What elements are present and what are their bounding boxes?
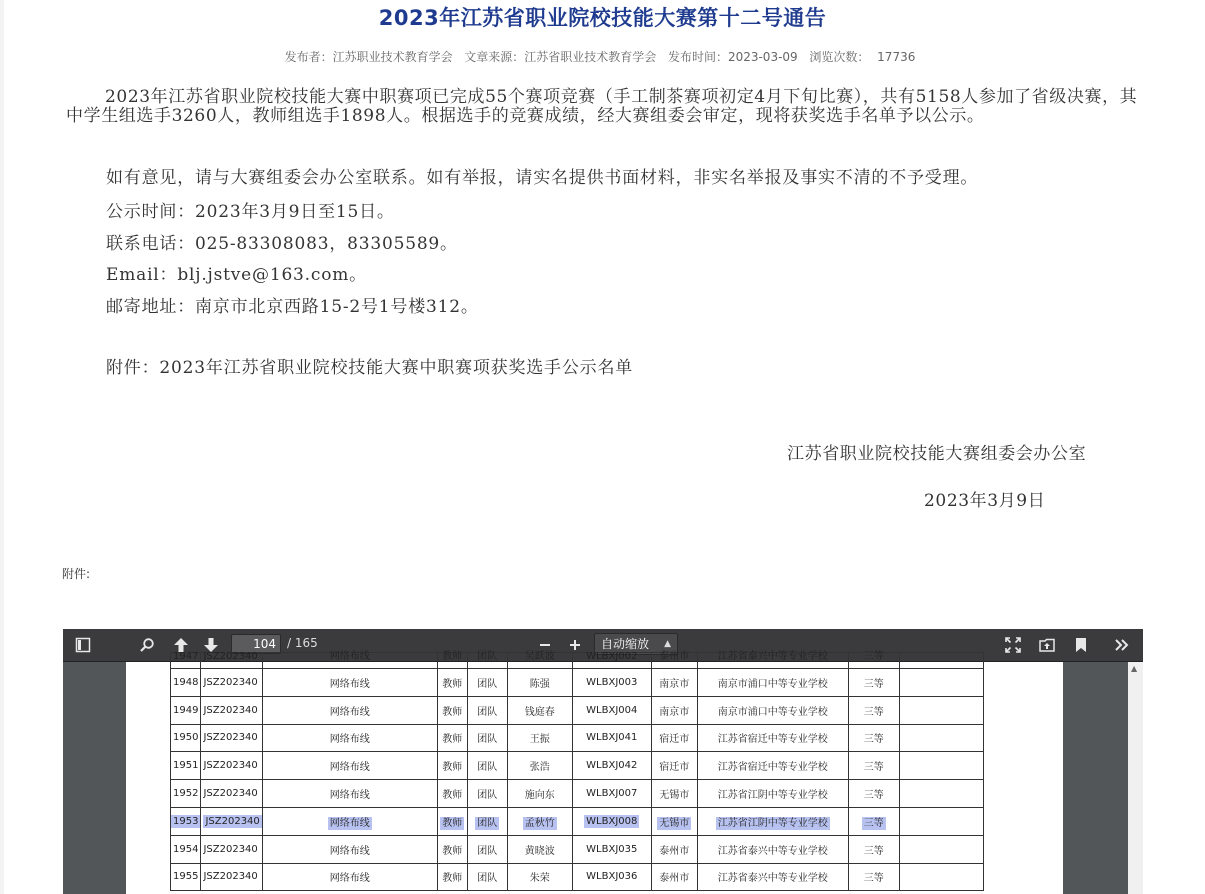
table-cell	[201, 669, 262, 697]
table-cell	[899, 863, 983, 891]
cell-text: 教师	[442, 845, 463, 857]
line-phone: 联系电话：025-83308083，83305589。	[106, 234, 458, 254]
cell-text: 网络布线	[329, 651, 370, 662]
table-cell	[899, 653, 983, 669]
table-cell	[651, 696, 697, 724]
sidebar-toggle-icon[interactable]	[71, 634, 95, 656]
table-cell	[697, 807, 848, 835]
cell-text: 团队	[477, 790, 498, 802]
zoom-value: 自动缩放	[601, 637, 650, 651]
table-cell	[899, 780, 983, 808]
cell-text: 陈强	[529, 678, 550, 690]
cell-text: 网络布线	[329, 762, 370, 774]
table-row	[171, 724, 984, 752]
table-cell	[171, 863, 201, 891]
table-cell	[572, 780, 651, 808]
cell-text: 教师	[442, 678, 463, 690]
table-cell	[697, 835, 848, 863]
table-cell	[437, 807, 467, 835]
table-cell	[651, 724, 697, 752]
cell-text: 宿迁市	[659, 762, 690, 774]
cell-text: 南京市	[659, 678, 690, 690]
table-cell	[697, 653, 848, 669]
signature-org: 江苏省职业院校技能大赛组委会办公室	[787, 444, 1087, 464]
cell-text: WLBXJ042	[586, 760, 638, 772]
cell-text: 三等	[863, 790, 884, 802]
table-cell	[651, 835, 697, 863]
attachment-label: 附件:	[62, 567, 91, 581]
cell-text: 江苏省泰兴中等专业学校	[717, 651, 828, 662]
cell-text: 团队	[477, 734, 498, 746]
table-cell	[467, 752, 507, 780]
table-cell	[572, 863, 651, 891]
cell-text: 孟秋竹	[524, 817, 555, 829]
table-cell	[201, 807, 262, 835]
cell-text: JSZ202340	[203, 676, 258, 688]
signature-date: 2023年3月9日	[924, 491, 1046, 511]
line-email: Email：blj.jstve@163.com。	[106, 265, 367, 285]
table-cell	[507, 669, 572, 697]
cell-text: 吴跃波	[524, 651, 555, 662]
table-cell	[572, 835, 651, 863]
cell-text: 王振	[529, 734, 550, 746]
cell-text: 三等	[863, 817, 884, 829]
table-cell	[201, 724, 262, 752]
page-total: / 165	[287, 636, 318, 650]
table-cell	[262, 807, 437, 835]
cell-text: 泰州市	[659, 651, 690, 662]
scroll-up-icon[interactable]: ▲	[1131, 664, 1138, 673]
cell-text: 网络布线	[329, 706, 370, 718]
table-cell	[467, 696, 507, 724]
awards-table	[170, 652, 984, 891]
table-cell	[507, 653, 572, 669]
table-cell	[262, 752, 437, 780]
table-cell	[848, 835, 899, 863]
table-cell	[171, 669, 201, 697]
table-cell	[899, 724, 983, 752]
table-cell	[467, 780, 507, 808]
cell-text: 三等	[863, 734, 884, 746]
table-cell	[899, 752, 983, 780]
table-cell	[848, 669, 899, 697]
cell-text: 团队	[477, 678, 498, 690]
cell-text: 团队	[477, 873, 498, 885]
table-cell	[171, 653, 201, 669]
cell-text: 1951	[173, 760, 199, 772]
meta-views: 17736	[877, 50, 916, 64]
table-cell	[467, 653, 507, 669]
cell-text: 教师	[442, 817, 463, 829]
table-cell	[437, 835, 467, 863]
table-cell	[201, 696, 262, 724]
table-cell	[651, 807, 697, 835]
table-cell	[848, 863, 899, 891]
cell-text: 三等	[863, 678, 884, 690]
cell-text: 教师	[442, 706, 463, 718]
cell-text: 团队	[477, 651, 498, 662]
table-cell	[201, 752, 262, 780]
table-row	[171, 835, 984, 863]
table-cell	[848, 696, 899, 724]
table-cell	[507, 807, 572, 835]
table-cell	[437, 724, 467, 752]
table-cell	[437, 752, 467, 780]
table-cell	[201, 863, 262, 891]
table-cell	[507, 724, 572, 752]
cell-text: 泰州市	[659, 845, 690, 857]
cell-text: WLBXJ008	[586, 815, 638, 827]
table-cell	[262, 835, 437, 863]
table-cell	[848, 807, 899, 835]
cell-text: 南京市浦口中等专业学校	[717, 706, 828, 718]
pdf-viewer[interactable]	[63, 629, 1143, 894]
table-cell	[848, 724, 899, 752]
table-cell	[437, 863, 467, 891]
cell-text: 网络布线	[329, 873, 370, 885]
table-cell	[437, 669, 467, 697]
cell-text: 教师	[442, 651, 463, 662]
article-meta	[0, 48, 1200, 65]
table-cell	[262, 863, 437, 891]
table-cell	[697, 752, 848, 780]
cell-text: 教师	[442, 734, 463, 746]
table-cell	[437, 653, 467, 669]
cell-text: 团队	[477, 706, 498, 718]
cell-text: 三等	[863, 651, 884, 662]
cell-text: 三等	[863, 762, 884, 774]
cell-text: 三等	[863, 873, 884, 885]
cell-text: JSZ202340	[203, 704, 258, 716]
cell-text: JSZ202340	[205, 815, 260, 827]
cell-text: 团队	[477, 817, 498, 829]
cell-text: 施向东	[524, 790, 555, 802]
table-cell	[171, 696, 201, 724]
line-period: 公示时间：2023年3月9日至15日。	[106, 202, 395, 222]
table-row	[171, 696, 984, 724]
table-cell	[467, 807, 507, 835]
table-cell	[651, 780, 697, 808]
table-cell	[848, 752, 899, 780]
table-cell	[262, 780, 437, 808]
meta-views-label: 浏览次数：	[809, 50, 870, 64]
cell-text: 黄晓波	[524, 845, 555, 857]
cell-text: 网络布线	[329, 734, 370, 746]
table-cell	[697, 696, 848, 724]
cell-text: 宿迁市	[659, 734, 690, 746]
table-cell	[697, 669, 848, 697]
table-cell	[171, 807, 201, 835]
table-cell	[651, 653, 697, 669]
cell-text: 网络布线	[329, 790, 370, 802]
cell-text: JSZ202340	[203, 651, 258, 662]
pdf-page	[126, 651, 1063, 894]
table-cell	[572, 696, 651, 724]
cell-text: WLBXJ004	[586, 704, 638, 716]
table-cell	[171, 780, 201, 808]
article-title: 2023年江苏省职业院校技能大赛第十二号通告	[378, 6, 827, 30]
table-cell	[572, 724, 651, 752]
line-address: 邮寄地址：南京市北京西路15-2号1号楼312。	[106, 297, 479, 317]
table-cell	[697, 780, 848, 808]
cell-text: 张浩	[529, 762, 550, 774]
table-row	[171, 752, 984, 780]
bookmark-icon[interactable]	[1069, 634, 1093, 656]
table-cell	[697, 724, 848, 752]
cell-text: 1949	[173, 704, 199, 716]
table-cell	[572, 669, 651, 697]
table-cell	[651, 863, 697, 891]
table-cell	[899, 669, 983, 697]
cell-text: 南京市	[659, 706, 690, 718]
table-cell	[697, 863, 848, 891]
cell-text: WLBXJ035	[586, 843, 638, 855]
line-opinion: 如有意见，请与大赛组委会办公室联系。如有举报，请实名提供书面材料，非实名举报及事实不清的不予受理。	[106, 168, 979, 188]
table-cell	[467, 669, 507, 697]
cell-text: JSZ202340	[203, 788, 258, 800]
article-paragraph-1: 2023年江苏省职业院校技能大赛中职赛项已完成55个赛项竞赛（手工制茶赛项初定4月下旬比赛），共有5158人参加了省级决赛，其中学生组选手3260人，教师组选手1898人。根据选手的竞赛成绩，经大赛组委会审定，现将获奖选手名单予以公示。	[66, 87, 1138, 126]
cell-text: JSZ202340	[203, 871, 258, 883]
table-cell	[467, 835, 507, 863]
cell-text: 江苏省宿迁中等专业学校	[717, 734, 828, 746]
open-file-icon[interactable]	[1035, 634, 1059, 656]
cell-text: 1955	[173, 871, 199, 883]
table-cell	[572, 807, 651, 835]
meta-publisher: 发布者：江苏职业技术教育学会	[284, 50, 453, 64]
table-cell	[572, 653, 651, 669]
line-attachment: 附件：2023年江苏省职业院校技能大赛中职赛项获奖选手公示名单	[106, 358, 634, 378]
meta-date: 发布时间：2023-03-09	[667, 50, 798, 64]
cell-text: 1950	[173, 732, 199, 744]
double-chevron-right-icon[interactable]	[1110, 634, 1134, 656]
cell-text: 1954	[173, 843, 199, 855]
cell-text: 江苏省江阴中等专业学校	[717, 817, 828, 829]
cell-text: JSZ202340	[203, 843, 258, 855]
table-cell	[899, 696, 983, 724]
fullscreen-icon[interactable]	[1001, 634, 1025, 656]
table-cell	[201, 835, 262, 863]
table-cell	[437, 696, 467, 724]
table-row	[171, 780, 984, 808]
cell-text: 1953	[173, 815, 199, 827]
cell-text: 江苏省宿迁中等专业学校	[717, 762, 828, 774]
table-cell	[507, 835, 572, 863]
cell-text: WLBXJ003	[586, 676, 638, 688]
table-cell	[899, 807, 983, 835]
table-cell	[171, 835, 201, 863]
cell-text: 1948	[173, 676, 199, 688]
table-row	[171, 653, 984, 669]
cell-text: 团队	[477, 845, 498, 857]
cell-text: 教师	[442, 873, 463, 885]
cell-text: 朱荣	[529, 873, 550, 885]
cell-text: WLBXJ041	[586, 732, 638, 744]
table-cell	[201, 780, 262, 808]
table-cell	[848, 653, 899, 669]
cell-text: 1952	[173, 788, 199, 800]
search-icon[interactable]	[135, 634, 159, 656]
cell-text: 网络布线	[329, 678, 370, 690]
table-cell	[467, 863, 507, 891]
cell-text: 泰州市	[659, 873, 690, 885]
select-arrows-icon: ▲	[664, 639, 671, 649]
table-cell	[507, 863, 572, 891]
cell-text: 1947	[173, 651, 199, 662]
table-cell	[171, 724, 201, 752]
cell-text: 网络布线	[329, 845, 370, 857]
table-cell	[651, 669, 697, 697]
table-cell	[262, 724, 437, 752]
table-row	[171, 807, 984, 835]
cell-text: 教师	[442, 790, 463, 802]
table-cell	[437, 780, 467, 808]
cell-text: 网络布线	[329, 817, 370, 829]
cell-text: 无锡市	[659, 817, 690, 829]
page-left-edge	[0, 0, 4, 894]
pdf-scrollbar[interactable]	[1128, 662, 1143, 894]
table-cell	[262, 653, 437, 669]
table-cell	[899, 835, 983, 863]
cell-text: 团队	[477, 762, 498, 774]
cell-text: 三等	[863, 706, 884, 718]
cell-text: WLBXJ036	[586, 871, 638, 883]
cell-text: JSZ202340	[203, 732, 258, 744]
table-cell	[848, 780, 899, 808]
table-row	[171, 863, 984, 891]
cell-text: 江苏省泰兴中等专业学校	[717, 873, 828, 885]
cell-text: 南京市浦口中等专业学校	[717, 678, 828, 690]
table-cell	[262, 696, 437, 724]
table-cell	[201, 653, 262, 669]
table-cell	[507, 752, 572, 780]
cell-text: 钱庭春	[524, 706, 555, 718]
cell-text: 三等	[863, 845, 884, 857]
cell-text: WLBXJ007	[586, 788, 638, 800]
cell-text: 江苏省江阴中等专业学校	[717, 790, 828, 802]
table-cell	[262, 669, 437, 697]
table-row	[171, 669, 984, 697]
cell-text: 江苏省泰兴中等专业学校	[717, 845, 828, 857]
cell-text: 教师	[442, 762, 463, 774]
cell-text: 无锡市	[659, 790, 690, 802]
cell-text: JSZ202340	[203, 760, 258, 772]
table-cell	[572, 752, 651, 780]
table-cell	[467, 724, 507, 752]
meta-source: 文章来源：江苏省职业技术教育学会	[464, 50, 657, 64]
table-cell	[507, 780, 572, 808]
table-cell	[651, 752, 697, 780]
table-cell	[507, 696, 572, 724]
cell-text: WLBXJ002	[586, 651, 638, 662]
table-cell	[171, 752, 201, 780]
page-number-input[interactable]: 104	[231, 634, 281, 654]
